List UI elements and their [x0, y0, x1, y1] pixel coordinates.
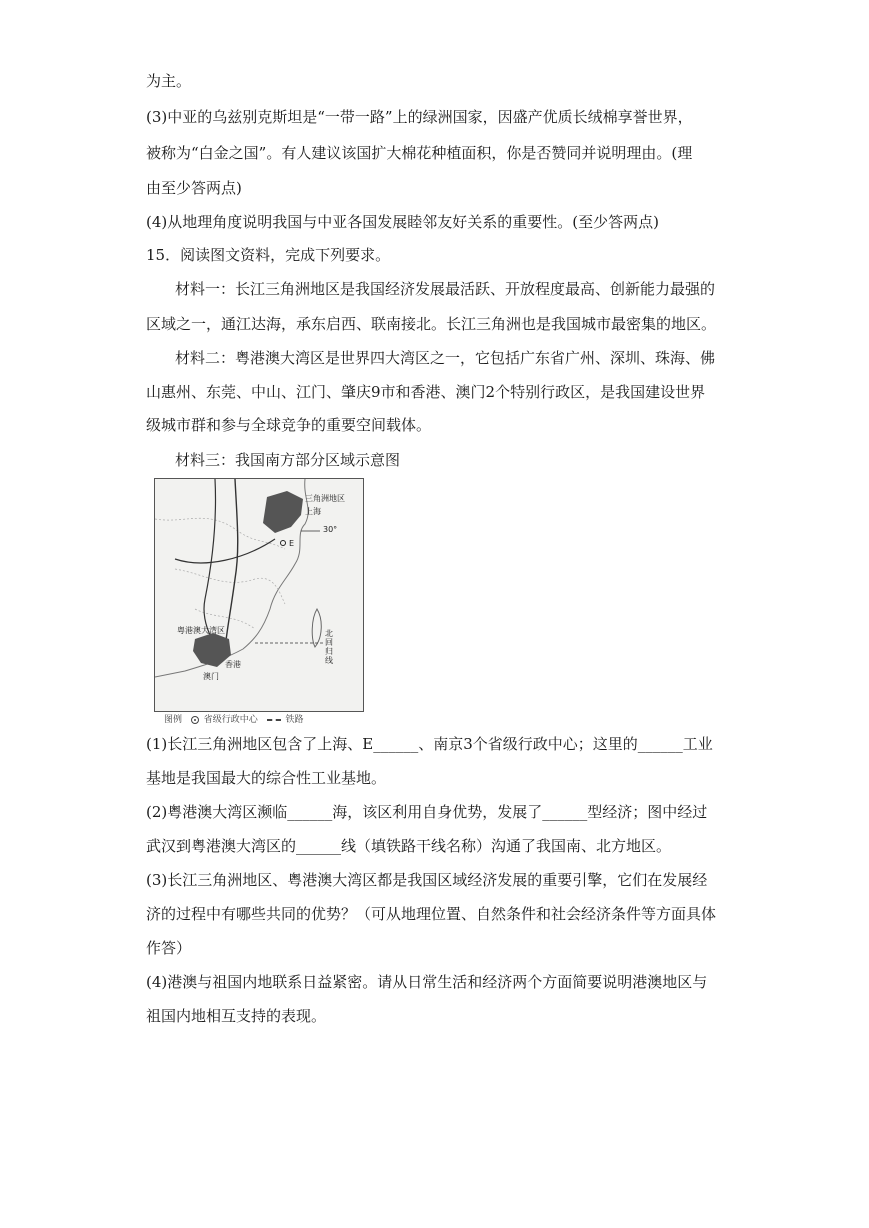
text-line: 区域之一，通江达海，承东启西、联南接北。长江三角洲也是我国城市最密集的地区。	[146, 315, 717, 333]
question-3-text: (3)中亚的乌兹别克斯坦是“一带一路”上的绿洲国家，因盛产优质长绒棉享誉世界，	[146, 108, 693, 126]
material-2: 材料二：粤港澳大湾区是世界四大湾区之一，它包括广东省广州、深圳、珠海、佛	[175, 349, 716, 367]
question-15-2: (2)粤港澳大湾区濒临______海，该区利用自身优势，发展了______型经济；图中经过	[146, 803, 708, 821]
question-15-heading: 15．阅读图文资料，完成下列要求。	[146, 246, 391, 264]
question-4-text: (4)从地理角度说明我国与中亚各国发展睦邻友好关系的重要性。(至少答两点)	[146, 213, 659, 231]
material-3: 材料三：我国南方部分区域示意图	[175, 451, 401, 469]
map-label-gba: 粤港澳大湾区	[177, 626, 225, 635]
text-line: 被称为“白金之国”。有人建议该国扩大棉花种植面积，你是否赞同并说明理由。(理	[146, 144, 693, 162]
question-15-3: (3)长江三角洲地区、粤港澳大湾区都是我国区域经济发展的重要引擎，它们在发展经	[146, 871, 708, 889]
map-label-shanghai: 上海	[305, 507, 321, 516]
legend-capital-label: 省级行政中心	[203, 715, 258, 725]
text-line: 为主。	[146, 72, 192, 90]
map-label-yrd: 三角洲地区	[305, 494, 345, 503]
map-drawing	[155, 479, 363, 711]
text-line: 济的过程中有哪些共同的优势？（可从地理位置、自然条件和社会经济条件等方面具体	[146, 905, 717, 923]
south-china-map-figure	[150, 476, 370, 724]
text-line: 武汉到粤港澳大湾区的______线（填铁路干线名称）沟通了我国南、北方地区。	[146, 837, 672, 855]
text-line: 由至少答两点)	[146, 179, 242, 197]
legend-title: 图例	[164, 715, 183, 725]
map-label-macau: 澳门	[203, 672, 219, 681]
capital-marker-icon	[191, 716, 199, 724]
map-frame	[154, 478, 364, 712]
material-1: 材料一：长江三角洲地区是我国经济发展最活跃、开放程度最高、创新能力最强的	[175, 280, 716, 298]
map-label-tropic: 北回归线	[325, 629, 333, 665]
text-line: 级城市群和参与全球竞争的重要空间载体。	[146, 416, 432, 434]
text-line: 山惠州、东莞、中山、江门、肇庆9市和香港、澳门2个特别行政区，是我国建设世界	[146, 383, 706, 401]
map-label-e: E	[289, 539, 295, 548]
text-line: 基地是我国最大的综合性工业基地。	[146, 769, 387, 787]
text-line: 作答）	[146, 939, 192, 957]
text-line: 祖国内地相互支持的表现。	[146, 1007, 327, 1025]
map-legend	[164, 712, 304, 725]
legend-rail-label: 铁路	[285, 715, 304, 725]
question-15-1: (1)长江三角洲地区包含了上海、E______、南京3个省级行政中心；这里的______工业	[146, 735, 713, 753]
question-15-4: (4)港澳与祖国内地联系日益紧密。请从日常生活和经济两个方面简要说明港澳地区与	[146, 973, 708, 991]
map-label-hongkong: 香港	[225, 660, 241, 669]
map-label-latitude: 30°	[323, 525, 338, 534]
railway-line-icon	[267, 719, 281, 721]
